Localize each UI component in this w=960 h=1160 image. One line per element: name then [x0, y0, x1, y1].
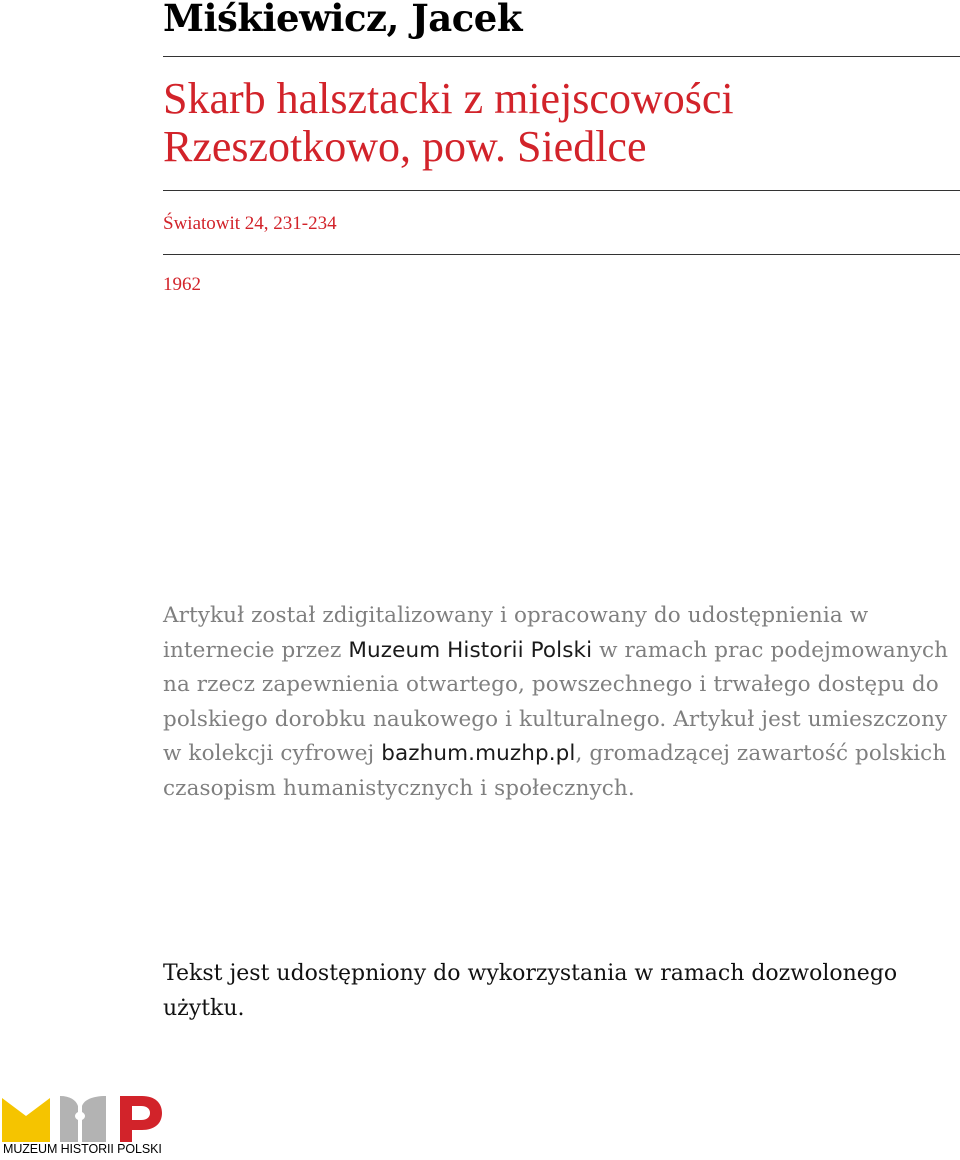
logo-h-shape	[60, 1096, 106, 1142]
museum-logo	[2, 1094, 166, 1160]
article-title-line-1: Skarb halsztacki z miejscowości	[163, 74, 734, 123]
license-notice: Tekst jest udostępniony do wykorzystania w ramach dozwolonego użytku.	[163, 961, 898, 1021]
article-title	[163, 75, 923, 171]
publication-year: 1962	[163, 274, 201, 295]
article-title-line-2: Rzeszotkowo, pow. Siedlce	[163, 122, 647, 171]
author-name: Miśkiewicz, Jacek	[163, 0, 522, 40]
statement-text-2: w ramach prac podejmowanych na rzecz zapewnienia otwartego, powszechnego i trwałego dostępu do polskiego dorobku naukowego i kulturalnego. Artykuł jest umieszczony w kolekcji cyfrowej	[163, 637, 949, 766]
digitization-statement	[163, 599, 953, 806]
museum-name: Muzeum Historii Polski	[348, 637, 593, 663]
logo-caption: MUZEUM HISTORII POLSKI	[3, 1142, 162, 1156]
statement-text-1: Artykuł został zdigitalizowany i opracowany do udostępnienia w internecie przez	[163, 603, 869, 663]
statement-text-3: , gromadzącej zawartość polskich czasopism humanistycznych i społecznych.	[163, 741, 947, 801]
source-citation: Światowit 24, 231-234	[163, 213, 337, 234]
source-divider	[163, 254, 960, 255]
mhp-logo-icon	[2, 1094, 166, 1144]
top-divider	[163, 56, 960, 57]
logo-m-shape	[2, 1098, 50, 1142]
logo-p-shape	[120, 1096, 162, 1142]
title-divider	[163, 190, 960, 191]
bazhum-link[interactable]: bazhum.muzhp.pl	[381, 741, 576, 766]
